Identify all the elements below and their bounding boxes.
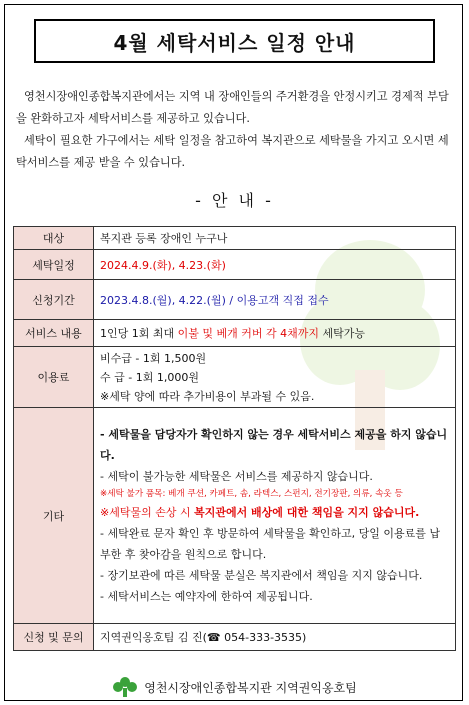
table-row-schedule <box>14 250 456 280</box>
table-row-apply <box>14 280 456 320</box>
etc-line-5: - 세탁완료 문자 확인 후 방문하여 세탁물을 확인하고, 당일 이용료를 납부한 후 찾아감을 원칙으로 합니다. <box>100 527 440 561</box>
etc-line-6: - 장기보관에 따른 세탁물 분실은 복지관에서 책임을 지지 않습니다. <box>100 569 423 582</box>
table-row-target <box>14 227 456 250</box>
page-title: 4월 세탁서비스 일정 안내 <box>34 19 435 63</box>
fee-line-1: 비수급 - 1회 1,500원 <box>100 351 207 365</box>
info-table <box>13 226 456 651</box>
service-label: 서비스 내용 <box>14 320 94 347</box>
etc-value <box>94 408 456 624</box>
apply-label: 신청기간 <box>14 280 94 320</box>
etc-label: 기타 <box>14 408 94 624</box>
service-highlight: 이불 및 베개 커버 각 4채까지 <box>177 327 319 340</box>
organization-logo-icon <box>112 676 138 698</box>
intro-text <box>16 86 458 174</box>
etc-red-line <box>100 502 449 523</box>
etc-red-pre: ※세탁물의 손상 시 <box>100 506 195 519</box>
apply-value: 2023.4.8.(월), 4.22.(월) / 이용고객 직접 접수 <box>94 280 456 320</box>
table-row-contact <box>14 624 456 651</box>
fee-value <box>94 347 456 408</box>
section-title: - 안 내 - <box>195 191 274 210</box>
fee-label: 이용료 <box>14 347 94 408</box>
intro-paragraph-2: 세탁이 필요한 가구에서는 세탁 일정을 참고하여 복지관으로 세탁물을 가지고 오시면 세탁서비스를 제공 받을 수 있습니다. <box>16 134 449 169</box>
target-label: 대상 <box>14 227 94 250</box>
fee-note: ※세탁 양에 따라 추가비용이 부과될 수 있음. <box>100 389 315 403</box>
contact-value: 지역권익옹호팀 김 진(☎ 054-333-3535) <box>94 624 456 651</box>
footer-organization: 영천시장애인종합복지관 지역권익옹호팀 <box>144 680 357 695</box>
schedule-label: 세탁일정 <box>14 250 94 280</box>
service-value <box>94 320 456 347</box>
footer <box>0 676 469 698</box>
fee-line-2: 수 급 - 1회 1,000원 <box>100 370 199 384</box>
schedule-value: 2024.4.9.(화), 4.23.(화) <box>94 250 456 280</box>
intro-paragraph-1: 영천시장애인종합복지관에서는 지역 내 장애인들의 주거환경을 안정시키고 경제적 부담을 완화하고자 세탁서비스를 제공하고 있습니다. <box>16 90 449 125</box>
target-value: 복지관 등록 장애인 누구나 <box>94 227 456 250</box>
etc-line-7: - 세탁서비스는 예약자에 한하여 제공됩니다. <box>100 590 313 603</box>
etc-small-note: ※세탁 불가 품목: 베개 쿠션, 카페트, 솜, 라텍스, 스펀지, 전기장판, 의류, 속옷 등 <box>100 489 403 499</box>
etc-red-bold: 복지관에서 배상에 대한 책임을 지지 않습니다. <box>194 506 420 519</box>
contact-label: 신청 및 문의 <box>14 624 94 651</box>
etc-line-2: - 세탁이 불가능한 세탁물은 서비스를 제공하지 않습니다. <box>100 470 373 483</box>
service-pre: 1인당 1회 최대 <box>100 327 178 340</box>
table-row-etc <box>14 408 456 624</box>
table-row-fee <box>14 347 456 408</box>
etc-bold-line: - 세탁물을 담당자가 확인하지 않는 경우 세탁서비스 제공을 하지 않습니다. <box>100 428 448 462</box>
table-row-service <box>14 320 456 347</box>
service-post: 세탁가능 <box>319 327 366 340</box>
